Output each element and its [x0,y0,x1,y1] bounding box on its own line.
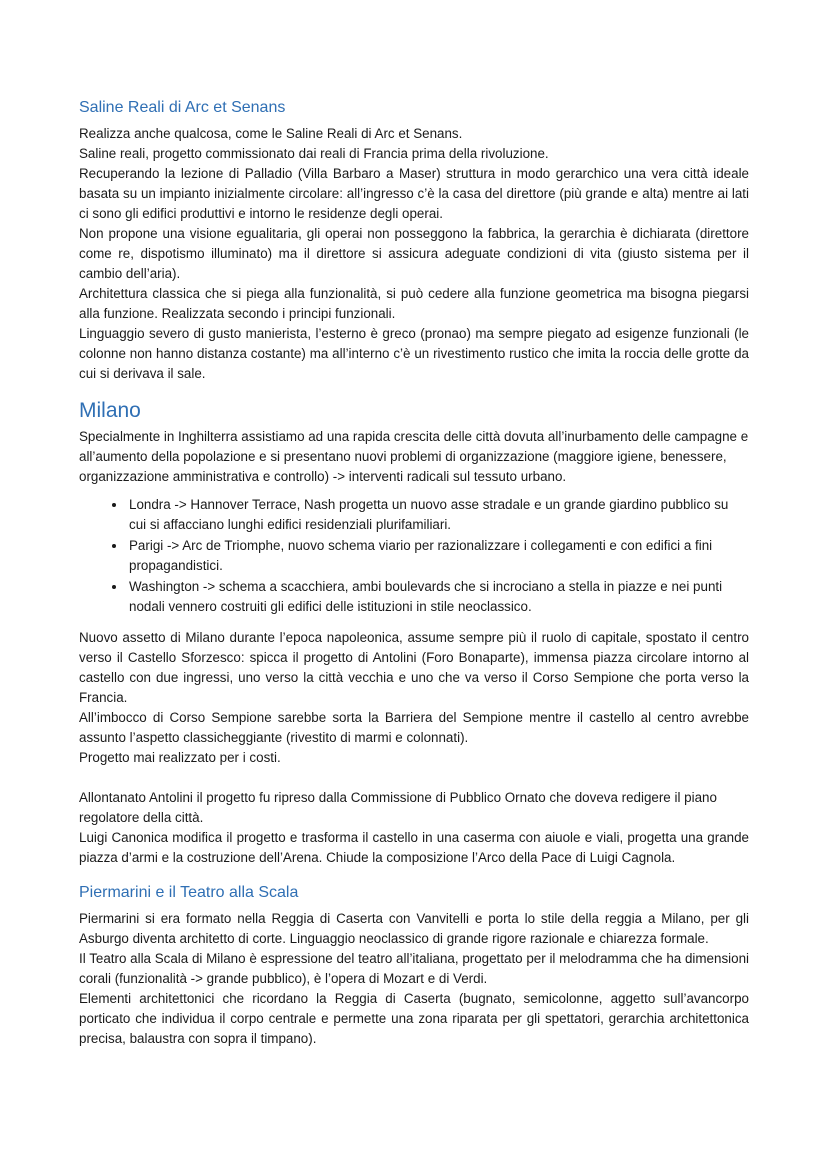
spacer [79,768,749,788]
bullet-list [79,495,749,617]
paragraph: Architettura classica che si piega alla funzionalità, si può cedere alla funzione geometrica ma bisogna piegarsi alla funzione. Realizzata secondo i principi funzionali. [79,286,749,321]
paragraph: Realizza anche qualcosa, come le Saline Reali di Arc et Senans. [79,126,463,141]
paragraph: Elementi architettonici che ricordano la Reggia di Caserta (bugnato, semicolonne, aggetto sull’avancorpo porticato che individua il corpo centrale e permette una zona riparata per gli spettatori, gerarchia architettonica precisa, balaustra con sopra il timpano). [79,991,749,1046]
paragraph: Nuovo assetto di Milano durante l’epoca napoleonica, assume sempre più il ruolo di capitale, spostato il centro verso il Castello Sforzesco: spicca il progetto di Antolini (Foro Bonaparte), immensa piazza circolare intorno al castello con due ingressi, uno verso la città vecchia e uno che va verso il Corso Sempione che porta verso la Francia. [79,630,749,705]
section-title-saline: Saline Reali di Arc et Senans [79,99,286,116]
section-title-milano: Milano [79,399,141,422]
paragraph: Linguaggio severo di gusto manierista, l’esterno è greco (pronao) ma sempre piegato ad esigenze funzionali (le colonne non hanno distanza costante) ma all’interno c’è un rivestimento rustico che imita la roccia delle grotte da cui si derivava il sale. [79,326,749,381]
list-item: • Washington -> schema a scacchiera, ambi boulevards che si incrociano a stella in piazze e nei punti nodali vennero costruiti gli edifici delle istituzioni in stile neoclassico. [127,577,749,617]
paragraph: Progetto mai realizzato per i costi. [79,750,281,765]
paragraph: Piermarini si era formato nella Reggia di Caserta con Vanvitelli e porta lo stile della reggia a Milano, per gli Asburgo diventa architetto di corte. Linguaggio neoclassico di grande rigore razionale e chiarezza formale. [79,911,749,946]
paragraph: Saline reali, progetto commissionato dai reali di Francia prima della rivoluzione. [79,146,549,161]
paragraph: Recuperando la lezione di Palladio (Villa Barbaro a Maser) struttura in modo gerarchico una vera città ideale basata su un impianto inizialmente circolare: all’ingresso c’è la casa del direttore (più grande e alta) mentre ai lati ci sono gli edifici produttivi e intorno le residenze degli operai. [79,166,749,221]
paragraph: All’imbocco di Corso Sempione sarebbe sorta la Barriera del Sempione mentre il castello al centro avrebbe assunto l’aspetto classicheggiante (rivestito di marmi e colonnati). [79,710,749,745]
paragraph: Specialmente in Inghilterra assistiamo ad una rapida crescita delle città dovuta all’inurbamento delle campagne e all’aumento della popolazione e si presentano nuovi problemi di organizzazione (maggiore igiene, benessere, organizzazione amministrativa e controllo) -> interventi radicali sul tessuto urbano. [79,429,749,484]
spacer [79,868,749,882]
paragraph: Non propone una visione egualitaria, gli operai non posseggono la fabbrica, la gerarchia è dichiarata (direttore come re, dispotismo illuminato) ma il direttore si assicura adeguate condizioni di vita (giusto sistema per il cambio dell’aria). [79,226,749,281]
list-item: • Londra -> Hannover Terrace, Nash progetta un nuovo asse stradale e un grande giardino pubblico su cui si affacciano lunghi edifici residenziali plurifamiliari. [127,495,749,535]
paragraph: Luigi Canonica modifica il progetto e trasforma il castello in una caserma con aiuole e viali, progetta una grande piazza d’armi e la costruzione dell’Arena. Chiude la composizione l’Arco della Pace di Luigi Cagnola. [79,830,749,865]
document-page [79,97,749,1049]
paragraph: Allontanato Antolini il progetto fu ripreso dalla Commissione di Pubblico Ornato che doveva redigere il piano regolatore della città. [79,790,717,825]
list-item: • Parigi -> Arc de Triomphe, nuovo schema viario per razionalizzare i collegamenti e con edifici a fini propagandistici. [127,536,749,576]
spacer [79,384,749,397]
section-title-piermarini: Piermarini e il Teatro alla Scala [79,884,299,901]
paragraph: Il Teatro alla Scala di Milano è espressione del teatro all’italiana, progettato per il melodramma che ha dimensioni corali (funzionalità -> grande pubblico), è l’opera di Mozart e di Verdi. [79,951,749,986]
